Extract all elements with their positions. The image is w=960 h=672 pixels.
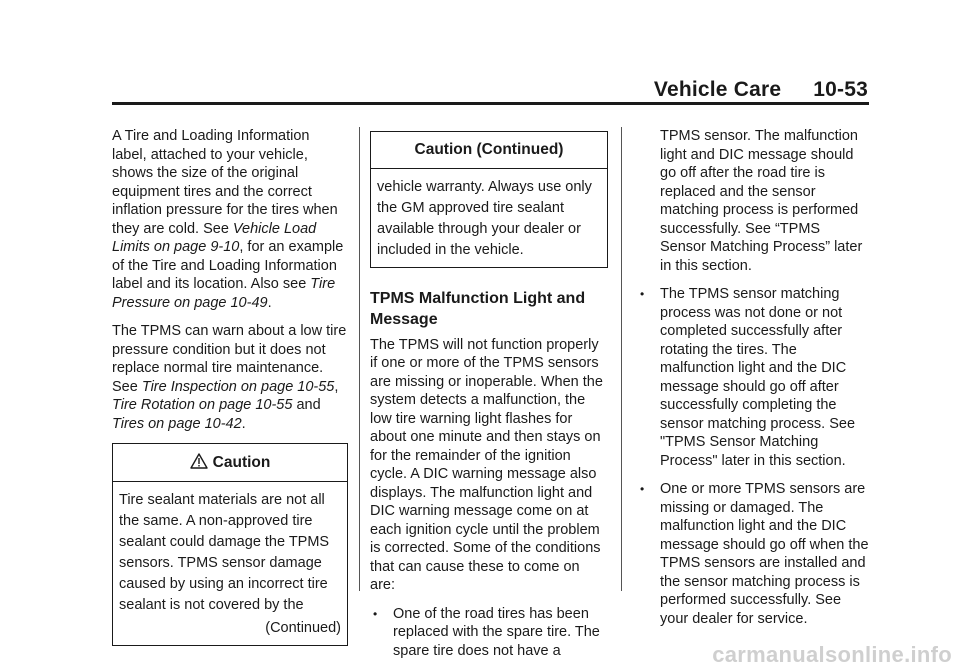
- list-item-text: One or more TPMS sensors are missing or damaged. The malfunction light and the DIC message should go off when the TPMS sensors are installed and the sensor matching process is performed successfully. See your dealer for service.: [660, 481, 869, 627]
- page-number: 10-53: [813, 78, 868, 101]
- cross-reference: Tire Inspection on page 10-55: [141, 378, 335, 395]
- cross-reference: Tires on page 10-42: [112, 415, 242, 432]
- text-run: .: [267, 294, 272, 311]
- caution-body: [113, 482, 347, 645]
- caution-title: [113, 444, 347, 482]
- caution-continued: (Continued): [265, 619, 341, 636]
- list-item: [637, 480, 869, 628]
- list-item-continued: [637, 127, 869, 275]
- column-divider-2: [621, 127, 622, 591]
- bullet: •: [640, 287, 645, 301]
- caution-title-text: Caution: [212, 454, 271, 471]
- list-item-text: The TPMS sensor matching process was not done or not completed successfully after rotating the tires. The malfunction light and the DIC message should go off after successfully completing the sensor matching process. See "TPMS Sensor Matching Process" later in this section.: [660, 286, 856, 469]
- column-2: [370, 131, 608, 668]
- caution-box: [112, 443, 348, 646]
- paragraph-malfunction: The TPMS will not function properly if one or more of the TPMS sensors are missing or inoperable. When the system detects a malfunction, the low tire warning light flashes for about one minute and then stays on for the remainder of the ignition cycle. A DIC warning message also displays. The malfunction light and DIC warning message come on at each ignition cycle until the problem is corrected. Some of the conditions that can cause these to come on are:: [370, 336, 603, 593]
- page-header: [654, 78, 868, 102]
- section-heading-tpms-malfunction: TPMS Malfunction Light and Message: [370, 289, 586, 328]
- paragraph-tpms-warn: [112, 322, 348, 433]
- list-item: [370, 605, 608, 661]
- column-1: [112, 127, 348, 646]
- text-run: , for an example of the Tire and Loading Information label and its location. Also see: [112, 239, 344, 292]
- cross-reference: Tire Rotation on page 10-55: [112, 397, 293, 413]
- cross-reference: Tire Pressure on page 10-49: [112, 276, 336, 311]
- caution-body-text: Tire sealant materials are not all the same. A non-approved tire sealant could damage the TPMS sensors. TPMS sensor damage caused by using an incorrect tire sealant is not covered by the: [119, 491, 330, 613]
- cross-reference: Vehicle Load Limits on page 9-10: [112, 220, 317, 255]
- watermark: carmanualsonline.info: [712, 642, 952, 667]
- caution-box-continued: [370, 131, 608, 268]
- conditions-list-continued: [637, 127, 869, 628]
- header-rule: [112, 102, 869, 105]
- text-run: ,: [334, 378, 339, 395]
- list-item: [637, 285, 869, 470]
- text-run: and: [292, 397, 321, 413]
- bullet: •: [640, 482, 645, 496]
- caution-continued-body: vehicle warranty. Always use only the GM approved tire sealant available through your dealer or included in the vehicle.: [377, 178, 592, 258]
- text-run: .: [241, 415, 246, 432]
- column-divider-1: [359, 127, 360, 591]
- list-item-text: One of the road tires has been replaced with the spare tire. The spare tire does not have a: [393, 605, 600, 659]
- warning-triangle-icon: [190, 453, 208, 469]
- column-3: [637, 127, 869, 636]
- conditions-list: [370, 605, 608, 661]
- caution-continued-title: Caution (Continued): [371, 132, 607, 169]
- paragraph-tire-label: [112, 127, 348, 312]
- bullet: •: [373, 606, 378, 621]
- text-run: The TPMS can warn about a low tire pressure condition but it does not replace normal tire maintenance. See: [112, 323, 347, 395]
- list-item-text: TPMS sensor. The malfunction light and DIC message should go off after the road tire is replaced and the sensor matching process is performed successfully. See “TPMS Sensor Matching Process” later in this section.: [660, 128, 863, 274]
- text-run: A Tire and Loading Information label, attached to your vehicle, shows the size of the original equipment tires and the correct inflation pressure for the tires when they are cold. See: [112, 128, 338, 237]
- section-title: Vehicle Care: [653, 78, 782, 101]
